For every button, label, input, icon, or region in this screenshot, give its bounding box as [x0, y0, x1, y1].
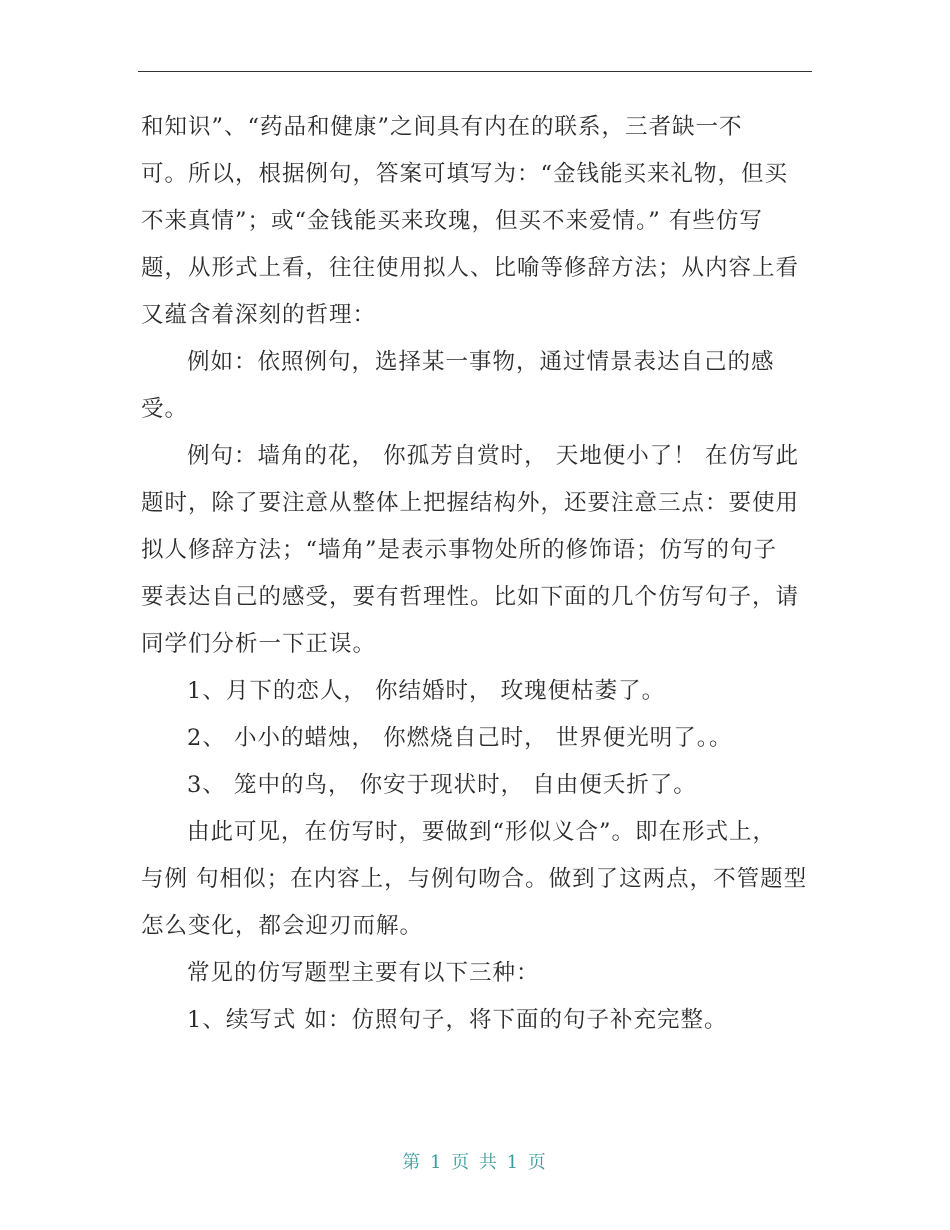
document-body — [141, 104, 821, 1044]
text-line: 3、 笼中的鸟， 你安于现状时， 自由便夭折了。 — [187, 772, 697, 798]
text-line: 又蕴含着深刻的哲理： — [141, 302, 377, 328]
text-line: 常见的仿写题型主要有以下三种： — [187, 960, 540, 986]
text-line: 题，从形式上看，往往使用拟人、比喻等修辞方法；从内容上看 — [141, 255, 800, 281]
text-line: 题时，除了要注意从整体上把握结构外，还要注意三点：要使用 — [141, 490, 800, 516]
text-line: 由此可见，在仿写时，要做到“形似义合”。即在形式上， — [187, 819, 777, 845]
text-line: 1、续写式 如：仿照句子，将下面的句子补充完整。 — [187, 1007, 728, 1033]
text-line: 与例 句相似；在内容上，与例句吻合。做到了这两点，不管题型 — [141, 866, 808, 892]
text-line: 和知识”、“药品和健康”之间具有内在的联系，三者缺一不 — [141, 114, 743, 140]
header-rule — [138, 71, 812, 72]
text-line: 2、 小小的蜡烛， 你燃烧自己时， 世界便光明了。。 — [187, 725, 733, 751]
text-line: 例如：依照例句，选择某一事物，通过情景表达自己的感 — [187, 349, 775, 375]
text-line: 不来真情”；或“金钱能买来玫瑰，但买不来爱情。” 有些仿写 — [141, 208, 763, 234]
text-line: 可。所以，根据例句，答案可填写为：“金钱能买来礼物，但买 — [141, 161, 789, 187]
text-line: 拟人修辞方法；“墙角”是表示事物处所的修饰语；仿写的句子 — [141, 537, 778, 563]
page-footer: 第 1 页 共 1 页 — [402, 1152, 548, 1173]
text-line: 同学们分析一下正误。 — [141, 631, 377, 657]
text-line: 例句：墙角的花， 你孤芳自赏时， 天地便小了！ 在仿写此 — [187, 443, 799, 469]
text-line: 受。 — [141, 396, 189, 422]
text-line: 要表达自己的感受，要有哲理性。比如下面的几个仿写句子，请 — [141, 584, 800, 610]
text-line: 1、月下的恋人， 你结婚时， 玫瑰便枯萎了。 — [187, 678, 666, 704]
text-line: 怎么变化，都会迎刃而解。 — [141, 913, 424, 939]
